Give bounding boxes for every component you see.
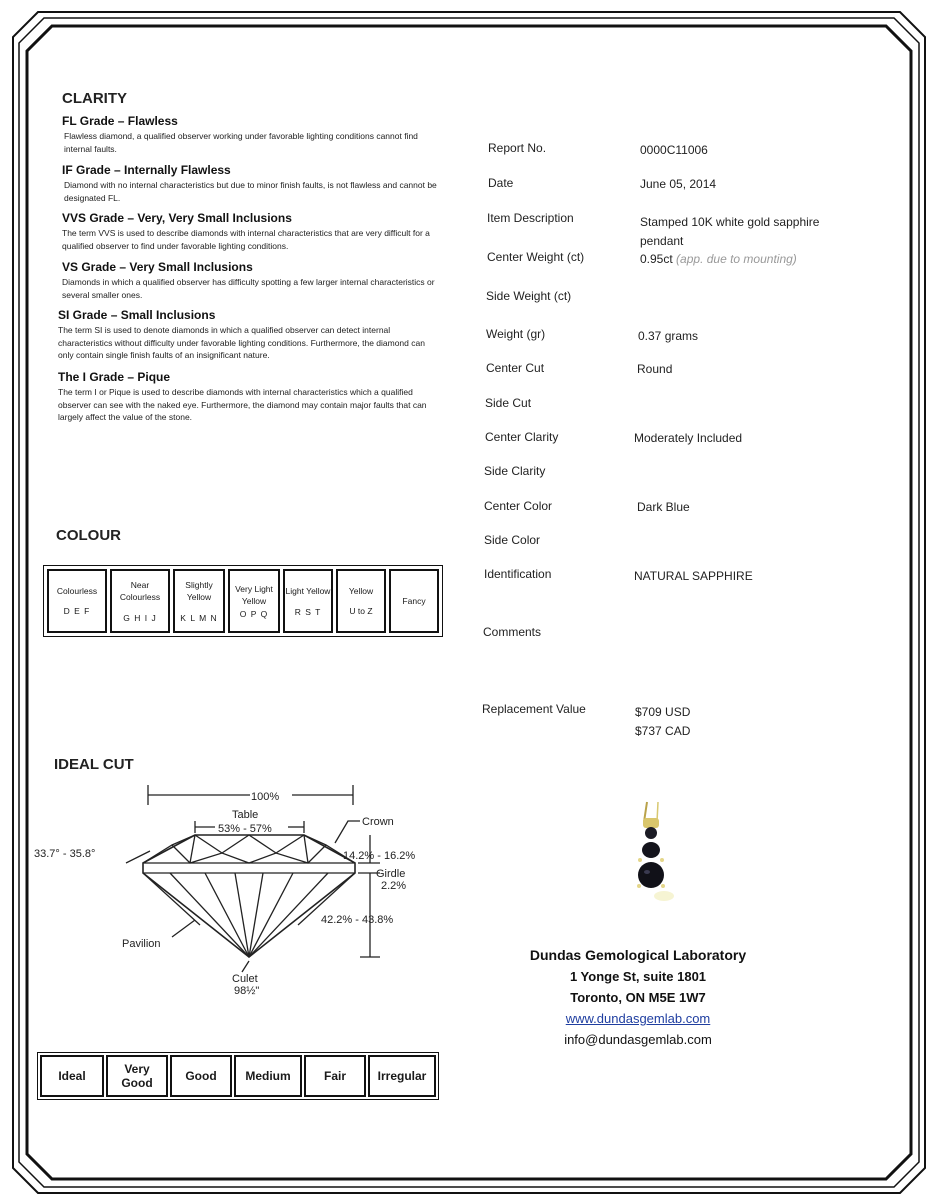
lab-address-line1: 1 Yonge St, suite 1801 [569, 969, 707, 984]
colour-cell-letters: D E F [63, 606, 91, 616]
colour-cell-letters: U to Z [349, 606, 373, 616]
label-center-clarity: Center Clarity [485, 430, 559, 444]
lab-address-line2: Toronto, ON M5E 1W7 [570, 990, 706, 1005]
grade-description: The term VVS is used to describe diamonds with internal characteristics that are very difficult for a qualified observer to find under favorable lighting conditions. [62, 228, 430, 251]
colour-cell-letters: K L M N [180, 613, 218, 623]
value-center-weight [640, 252, 797, 266]
ideal-cut-title: IDEAL CUT [54, 756, 134, 773]
colour-cell-letters: O P Q [239, 609, 269, 619]
grade-description: Diamond with no internal characteristics but due to minor finish faults, is not flawless and cannot be designated FL. [64, 180, 437, 203]
grade-heading: IF Grade – Internally Flawless [62, 163, 231, 177]
label-identification: Identification [484, 567, 552, 581]
center-weight-value: 0.95ct [640, 252, 673, 266]
value-identification: NATURAL SAPPHIRE [634, 569, 753, 583]
diagram-table-label: Table [232, 809, 259, 821]
clarity-grade-if [62, 163, 444, 204]
grade-heading: SI Grade – Small Inclusions [58, 308, 216, 322]
value-center-clarity: Moderately Included [634, 431, 743, 445]
colour-cell-fancy [389, 569, 439, 633]
diagram-crown-label: Crown [362, 816, 394, 828]
colour-cell-name: Slightly Yellow [185, 580, 213, 602]
label-side-weight: Side Weight (ct) [486, 289, 572, 303]
colour-cell-name: Near Colourless [119, 580, 161, 602]
cut-grade-irregular: Irregular [368, 1055, 436, 1097]
colour-cell-name: Colourless [56, 586, 98, 596]
label-side-clarity: Side Clarity [484, 464, 546, 478]
colour-cell-name: Very Light Yellow [235, 584, 273, 606]
pendant-photo [620, 800, 680, 910]
cut-grade-good: Good [170, 1055, 232, 1097]
colour-cell-name: Yellow [348, 586, 374, 596]
label-side-color: Side Color [484, 533, 541, 547]
replacement-cad: $737 CAD [635, 724, 691, 738]
diagram-pavilion-depth: 42.2% - 43.8% [321, 914, 394, 926]
lab-website-link[interactable]: www.dundasgemlab.com [565, 1011, 711, 1026]
cut-grade-ideal: Ideal [40, 1055, 104, 1097]
lab-info [468, 945, 808, 1050]
colour-cell-very-light-yellow [228, 569, 280, 633]
label-center-weight: Center Weight (ct) [487, 250, 585, 264]
colour-cell-name: Light Yellow [285, 586, 331, 596]
diagram-width-label: 100% [251, 791, 280, 803]
grade-description: The term I or Pique is used to describe diamonds with internal characteristics which a qualified observer can see with the naked eye. Furthermore, the diamond may contain major faults that can largely affect the value of the stone. [58, 387, 427, 422]
label-center-color: Center Color [484, 499, 553, 513]
colour-cell-colourless [47, 569, 107, 633]
value-replacement [635, 703, 690, 741]
diagram-culet-value: 98½" [234, 985, 260, 997]
grade-heading: VS Grade – Very Small Inclusions [62, 260, 253, 274]
replacement-usd: $709 USD [635, 705, 691, 719]
label-side-cut: Side Cut [485, 396, 532, 410]
center-weight-note: (app. due to mounting) [676, 252, 797, 266]
clarity-title: CLARITY [62, 90, 127, 107]
colour-scale [43, 565, 443, 637]
cut-grade-fair: Fair [304, 1055, 366, 1097]
diagram-culet-label: Culet [232, 973, 258, 985]
grade-description: Flawless diamond, a qualified observer working under favorable lighting conditions cannot find internal faults. [64, 131, 418, 154]
grade-description: The term SI is used to denote diamonds in which a qualified observer can detect internal characteristics without difficulty under favorable lighting conditions. Furthermore, the diamond can only contain single finish faults of an insignificant nature. [58, 325, 425, 360]
diagram-girdle-value: 2.2% [381, 880, 407, 892]
clarity-grade-vs [62, 260, 442, 301]
clarity-grade-i [58, 370, 438, 424]
clarity-grade-si [58, 308, 438, 362]
value-date: June 05, 2014 [640, 177, 717, 191]
label-center-cut: Center Cut [486, 361, 545, 375]
value-report-no: 0000C11006 [640, 143, 708, 157]
colour-cell-light-yellow [283, 569, 333, 633]
grade-description: Diamonds in which a qualified observer has difficulty spotting a few larger internal characteristics or several smaller ones. [62, 277, 435, 300]
lab-name: Dundas Gemological Laboratory [529, 947, 747, 963]
colour-title: COLOUR [56, 527, 121, 544]
cut-grade-scale [37, 1052, 439, 1100]
grade-heading: FL Grade – Flawless [62, 114, 178, 128]
diamond-proportions-diagram [30, 775, 450, 1005]
label-report-no: Report No. [488, 141, 547, 155]
value-item-description: Stamped 10K white gold sapphire pendant [640, 215, 820, 248]
grade-heading: VVS Grade – Very, Very Small Inclusions [62, 211, 292, 225]
label-comments: Comments [483, 625, 542, 639]
diagram-pavilion-label: Pavilion [122, 938, 161, 950]
label-date: Date [488, 176, 514, 190]
cut-grade-medium: Medium [234, 1055, 302, 1097]
cut-grade-very-good: Very Good [106, 1055, 168, 1097]
grade-heading: The I Grade – Pique [58, 370, 171, 384]
diagram-table-range: 53% - 57% [218, 823, 272, 835]
colour-cell-letters: G H I J [123, 613, 157, 623]
lab-email[interactable]: info@dundasgemlab.com [564, 1032, 712, 1047]
diagram-crown-angle: 33.7° - 35.8° [34, 848, 96, 860]
colour-cell-name: Fancy [402, 596, 426, 606]
diagram-crown-height: 14.2% - 16.2% [343, 850, 416, 862]
value-weight-gr: 0.37 grams [638, 329, 699, 343]
label-weight-gr: Weight (gr) [486, 327, 546, 341]
colour-cell-near-colourless [110, 569, 170, 633]
label-item-description: Item Description [487, 211, 574, 225]
colour-cell-yellow [336, 569, 386, 633]
clarity-grade-fl [62, 114, 444, 155]
value-center-color: Dark Blue [637, 500, 690, 514]
label-replacement-value: Replacement Value [482, 702, 586, 716]
colour-cell-letters: R S T [294, 607, 322, 617]
value-center-cut: Round [637, 362, 673, 376]
colour-cell-slightly-yellow [173, 569, 225, 633]
clarity-grade-vvs [62, 211, 442, 252]
diagram-girdle-label: Girdle [376, 868, 406, 880]
